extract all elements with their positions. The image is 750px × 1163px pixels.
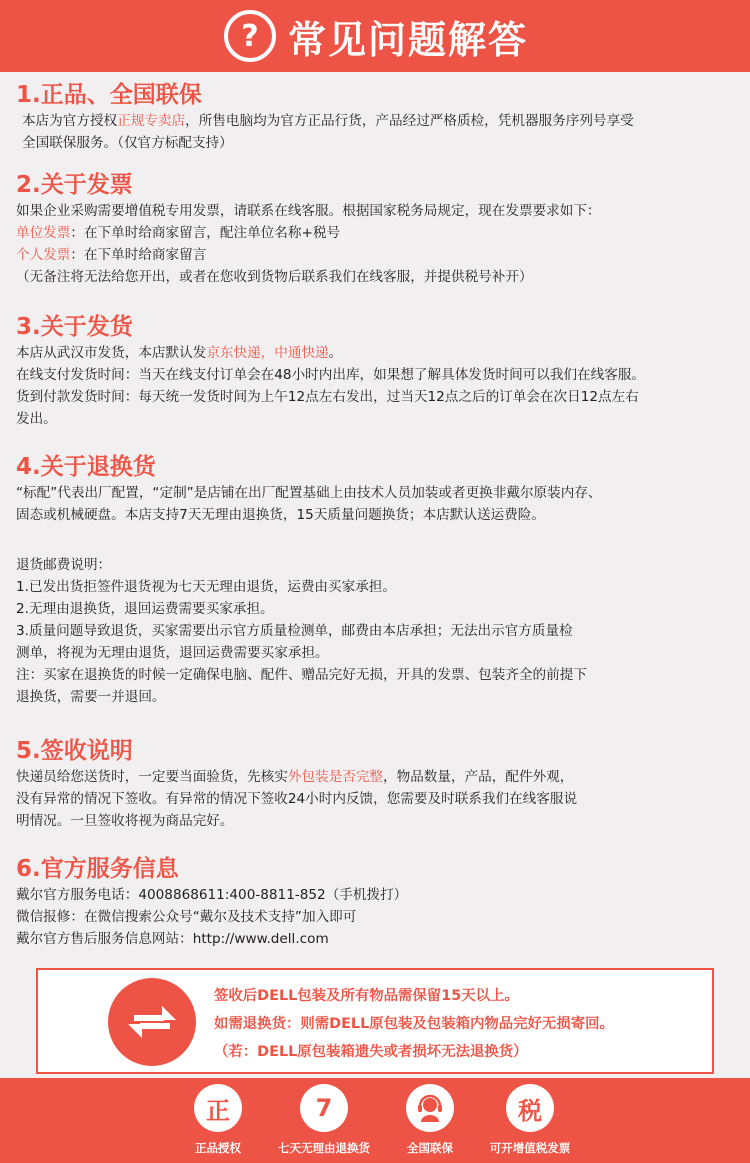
text: ：在下单时给商家留言，配注单位名称+税号: [70, 225, 341, 241]
section-line: 2.无理由退换货，退回运费需要买家承担。: [16, 601, 274, 617]
section-line: [16, 110, 736, 132]
seven-day-return-icon: 7: [300, 1084, 348, 1132]
badge-genuine: [158, 1084, 278, 1156]
section-title: 2.关于发票: [16, 172, 133, 198]
section-line: 全国联保服务。（仅官方标配支持）: [22, 135, 233, 151]
highlight-text: 单位发票: [16, 225, 71, 241]
text: 。: [328, 345, 343, 361]
section-line: 固态或机械硬盘。本店支持7天无理由退换货，15天质量问题换货；本店默认送运费险。: [16, 507, 545, 523]
badge-label: 正品授权: [195, 1141, 241, 1155]
section-line: 明情况。一旦签收将视为商品完好。: [16, 813, 234, 829]
section-line: 如果企业采购需要增值税专用发票，请联系在线客服。根据国家税务局规定，现在发票要求如下：: [16, 203, 601, 219]
notice-line: （若：DELL原包装箱遗失或者损坏无法退换货）: [214, 1044, 528, 1060]
section-line: [16, 222, 736, 244]
section-line: 测单，将视为无理由退货，退回运费需要买家承担。: [16, 645, 329, 661]
service-badges-footer: [0, 1078, 750, 1163]
notice-text: [214, 982, 704, 1066]
section-line: 3.质量问题导致退货，买家需要出示官方质量检测单，邮费由本店承担；无法出示官方质量检: [16, 623, 573, 639]
section-line: 在线支付发货时间：当天在线支付订单会在48小时内出库，如果想了解具体发货时间可以我们在线客服。: [16, 367, 646, 383]
section-title: 1.正品、全国联保: [16, 82, 202, 108]
section-line: 退换货，需要一并退回。: [16, 689, 166, 705]
section-line: [16, 244, 736, 266]
notice-line: 签收后DELL包装及所有物品需保留15天以上。: [214, 988, 519, 1004]
text: 快递员给您送货时，一定要当面验货，先核实: [16, 769, 288, 785]
exchange-arrows-icon: [108, 978, 196, 1066]
section-line: 注：买家在退换货的时候一定确保电脑、配件、赠品完好无损，开具的发票、包装齐全的前提下: [16, 667, 587, 683]
highlight-text: 个人发票: [16, 247, 71, 263]
badge-vat-invoice: [470, 1084, 590, 1156]
section-line: 戴尔官方服务电话：4008868611:400-8811-852（手机拨打）: [16, 887, 408, 903]
section-line: 发出。: [16, 411, 57, 427]
badge-label: 全国联保: [407, 1141, 453, 1155]
genuine-icon: 正: [194, 1084, 242, 1132]
return-notice-box: [36, 968, 714, 1074]
section-title: 4.关于退换货: [16, 454, 156, 480]
text: 本店为官方授权: [22, 113, 118, 129]
badge-label: 可开增值税发票: [489, 1141, 571, 1155]
section-signing: [16, 736, 736, 832]
section-title: 3.关于发货: [16, 314, 133, 340]
customer-service-icon: [406, 1084, 454, 1132]
section-line: （无备注将无法给您开出，或者在您收到货物后联系我们在线客服，并提供税号补开）: [16, 269, 533, 285]
page-header: [0, 0, 750, 72]
badge-seven-day-return: [264, 1084, 384, 1156]
text: ，所售电脑均为官方正品行货，产品经过严格质检，凭机器服务序列号享受: [185, 113, 634, 129]
badge-label: 七天无理由退换货: [278, 1141, 370, 1155]
notice-line: 如需退换货：则需DELL原包装及包装箱内物品完好无损寄回。: [214, 1016, 614, 1032]
section-invoice: [16, 170, 736, 288]
section-line: [16, 342, 736, 364]
section-title: 6.官方服务信息: [16, 856, 179, 882]
highlight-text: 外包装是否完整: [287, 769, 384, 785]
section-genuine-warranty: [16, 80, 736, 154]
section-line: 没有异常的情况下签收。有异常的情况下签收24小时内反馈，您需要及时联系我们在线客服说: [16, 791, 578, 807]
highlight-text: 京东快递，中通快递: [206, 345, 329, 361]
section-line: 戴尔官方售后服务信息网站：http://www.dell.com: [16, 931, 329, 947]
section-official-service: [16, 854, 736, 950]
header-inner: [224, 8, 528, 64]
section-line: 微信报修：在微信搜索公众号“戴尔及技术支持”加入即可: [16, 909, 357, 925]
question-icon: ?: [224, 10, 276, 62]
text: ，物品数量，产品，配件外观，: [383, 769, 574, 785]
highlight-text: 正规专卖店: [117, 113, 186, 129]
section-line: 退货邮费说明：: [16, 557, 112, 573]
page-title: 常见问题解答: [288, 17, 529, 62]
section-line: 1.已发出货拒签件退货视为七天无理由退货，运费由买家承担。: [16, 579, 396, 595]
section-shipping: [16, 312, 736, 430]
section-returns: [16, 452, 736, 708]
section-title: 5.签收说明: [16, 738, 133, 764]
section-line: 货到付款发货时间：每天统一发货时间为上午12点左右发出，过当天12点之后的订单会在次日12点左右: [16, 389, 639, 405]
section-line: “标配”代表出厂配置，“定制”是店铺在出厂配置基础上由技术人员加装或者更换非戴尔原装内存、: [16, 485, 602, 501]
tax-invoice-icon: 税: [506, 1084, 554, 1132]
text: ：在下单时给商家留言: [70, 247, 207, 263]
text: 本店从武汉市发货，本店默认发: [16, 345, 207, 361]
section-line: [16, 766, 736, 788]
